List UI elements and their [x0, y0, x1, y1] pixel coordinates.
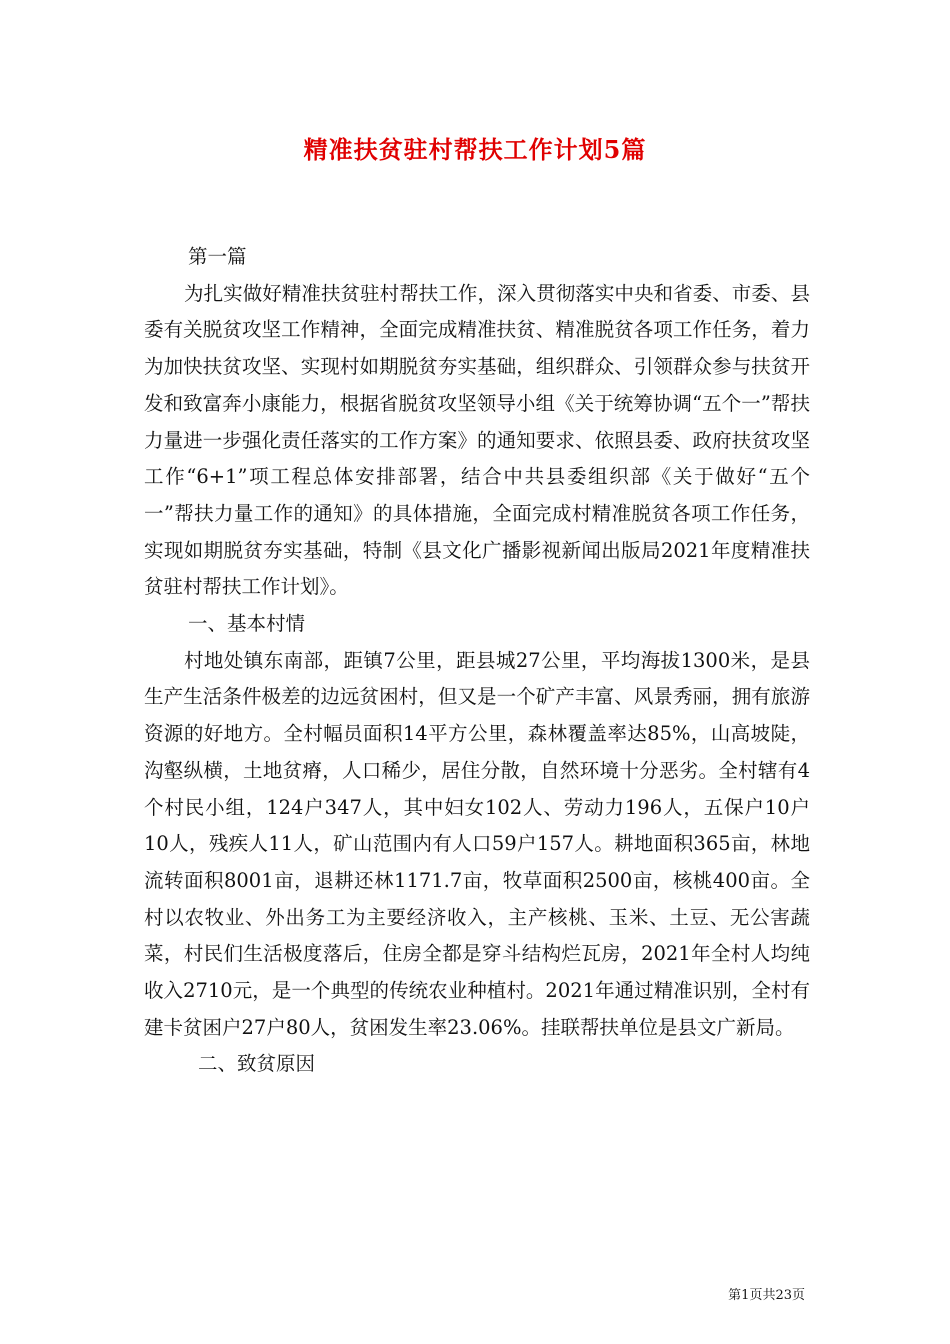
part-heading: 第一篇: [188, 245, 247, 268]
basic-village-paragraph: 村地处镇东南部，距镇7公里，距县城27公里，平均海拔1300米，是县生产生活条件极差的边远贫困村，但又是一个矿产丰富、风景秀丽，拥有旅游资源的好地方。全村幅员面积14平方公里，森林覆盖率达85%，山高坡陡，沟壑纵横，土地贫瘠，人口稀少，居住分散，自然环境十分恶劣。全村辖有4个村民小组，124户347人，其中妇女102人、劳动力196人，五保户10户10人，残疾人11人，矿山范围内有人口59户157人。耕地面积365亩，林地流转面积8001亩，退耕还林1171.7亩，牧草面积2500亩，核桃400亩。全村以农牧业、外出务工为主要经济收入，主产核桃、玉米、土豆、无公害蔬菜，村民们生活极度落后，住房全都是穿斗结构烂瓦房，2021年全村人均纯收入2710元，是一个典型的传统农业种植村。2021年通过精准识别，全村有建卡贫困户27户80人，贫困发生率23.06%。挂联帮扶单位是县文广新局。: [144, 648, 810, 1039]
document-title: 精准扶贫驻村帮扶工作计划5篇: [303, 135, 647, 164]
intro-paragraph: 为扎实做好精准扶贫驻村帮扶工作，深入贯彻落实中央和省委、市委、县委有关脱贫攻坚工作精神，全面完成精准扶贫、精准脱贫各项工作任务，着力为加快扶贫攻坚、实现村如期脱贫夯实基础，组织群众、引领群众参与扶贫开发和致富奔小康能力，根据省脱贫攻坚领导小组《关于统筹协调“五个一”帮扶力量进一步强化责任落实的工作方案》的通知要求、依照县委、政府扶贫攻坚工作“6+1”项工程总体安排部署，结合中共县委组织部《关于做好“五个一”帮扶力量工作的通知》的具体措施，全面完成村精准脱贫各项工作任务，实现如期脱贫夯实基础，特制《县文化广播影视新闻出版局2021年度精准扶贫驻村帮扶工作计划》。: [144, 281, 810, 599]
section-heading-basic-village: 一、基本村情: [188, 612, 306, 636]
document-body: [144, 239, 810, 1083]
page-number: 第1页共23页: [728, 1288, 805, 1303]
section-heading-poverty-causes: 二、致贫原因: [198, 1052, 316, 1076]
